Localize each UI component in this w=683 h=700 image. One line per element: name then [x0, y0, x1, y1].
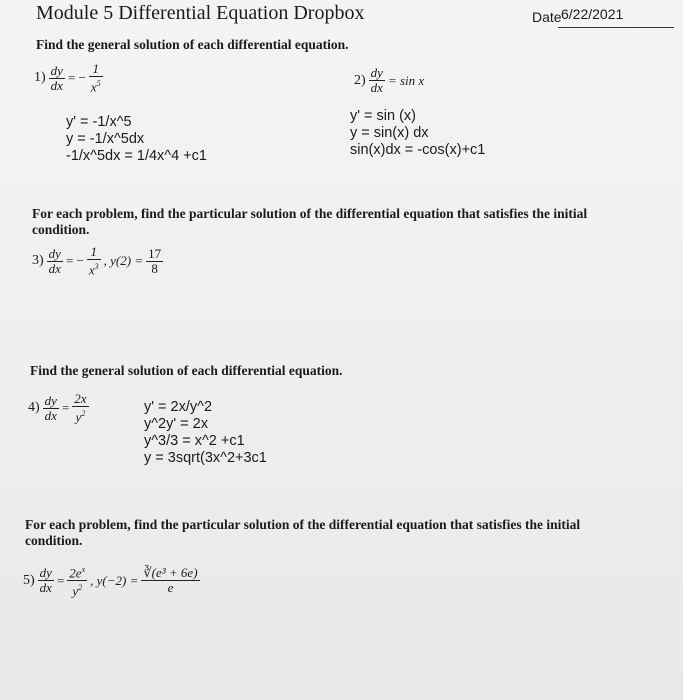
problem-1-equals: = − — [67, 70, 86, 86]
problem-2-work-line: sin(x)dx = -cos(x)+c1 — [350, 142, 486, 158]
problem-1-rhs: $\frac{1}{x^5}$ — [90, 61, 101, 95]
problem-5-condition: , y(−2) = — [90, 572, 139, 588]
problem-5-equals: = — [56, 572, 65, 588]
problem-1-equation — [34, 62, 103, 94]
problem-1-work-line: -1/x^5dx = 1/4x^4 +c1 — [66, 148, 207, 164]
problem-3-condition: , y(2) = — [103, 253, 144, 269]
problem-3-lhs: $\frac{dy}{dx}$ — [48, 245, 61, 276]
problem-4-equation — [28, 392, 89, 424]
problem-2-rhs: = sin x — [387, 72, 425, 88]
problem-2-work — [350, 108, 485, 159]
section3-instruction: Find the general solution of each differential equation. — [30, 363, 343, 378]
date-underline — [558, 27, 674, 28]
problem-3-equals: = − — [65, 253, 84, 269]
page-title: Module 5 Differential Equation Dropbox — [36, 2, 365, 24]
problem-5-equation — [23, 563, 200, 599]
problem-4-work-line: y' = 2x/y^2 — [144, 399, 213, 415]
problem-3-number: 3) — [32, 253, 44, 269]
problem-4-number: 4) — [28, 400, 40, 416]
problem-5-number: 5) — [23, 572, 35, 588]
problem-3-rhs: $\frac{1}{x^3}$ — [88, 244, 99, 278]
date-label: Date — [532, 9, 562, 25]
problem-5-lhs: $\frac{dy}{dx}$ — [39, 565, 52, 596]
problem-4-rhs: $\frac{2x}{y^2}$ — [74, 391, 87, 425]
problem-4-work-line: y^2y' = 2x — [144, 416, 208, 432]
problem-4-work-line: y = 3sqrt(3x^2+3c1 — [144, 450, 267, 466]
problem-4-lhs: $\frac{dy}{dx}$ — [44, 392, 57, 423]
problem-1-work-line: y' = -1/x^5 — [66, 114, 132, 130]
section2-instruction: For each problem, find the particular solution of the differential equation that satisfies the initial condition. — [32, 206, 588, 237]
problem-3-equation — [32, 245, 163, 277]
problem-2-number: 2) — [354, 72, 366, 88]
problem-4-equals: = — [61, 400, 70, 416]
problem-5-rhs: $\frac{2e^x}{y^2}$ — [69, 565, 86, 599]
section4-instruction: For each problem, find the particular solution of the differential equation that satisfies the initial condition. — [25, 517, 581, 548]
problem-2-work-line: y = sin(x) dx — [350, 125, 429, 141]
date-value: 6/22/2021 — [561, 6, 624, 22]
problem-1-lhs: $\frac{dy}{dx}$ — [50, 62, 63, 93]
problem-4-work-line: y^3/3 = x^2 +c1 — [144, 433, 245, 449]
problem-2-equation — [354, 66, 424, 95]
problem-4-work — [144, 399, 267, 467]
problem-1-work — [66, 114, 207, 165]
problem-2-work-line: y' = sin (x) — [350, 108, 417, 124]
problem-5-condition-value: $\frac{\text{∛(e³ + 6e)}}{e}$ — [143, 565, 198, 596]
problem-3-condition-value: $\frac{17}{8}$ — [148, 245, 162, 276]
problem-1-work-line: y = -1/x^5dx — [66, 131, 145, 147]
problem-1-number: 1) — [34, 70, 46, 86]
problem-2-lhs: $\frac{dy}{dx}$ — [370, 65, 383, 95]
section1-instruction: Find the general solution of each differential equation. — [36, 37, 349, 52]
